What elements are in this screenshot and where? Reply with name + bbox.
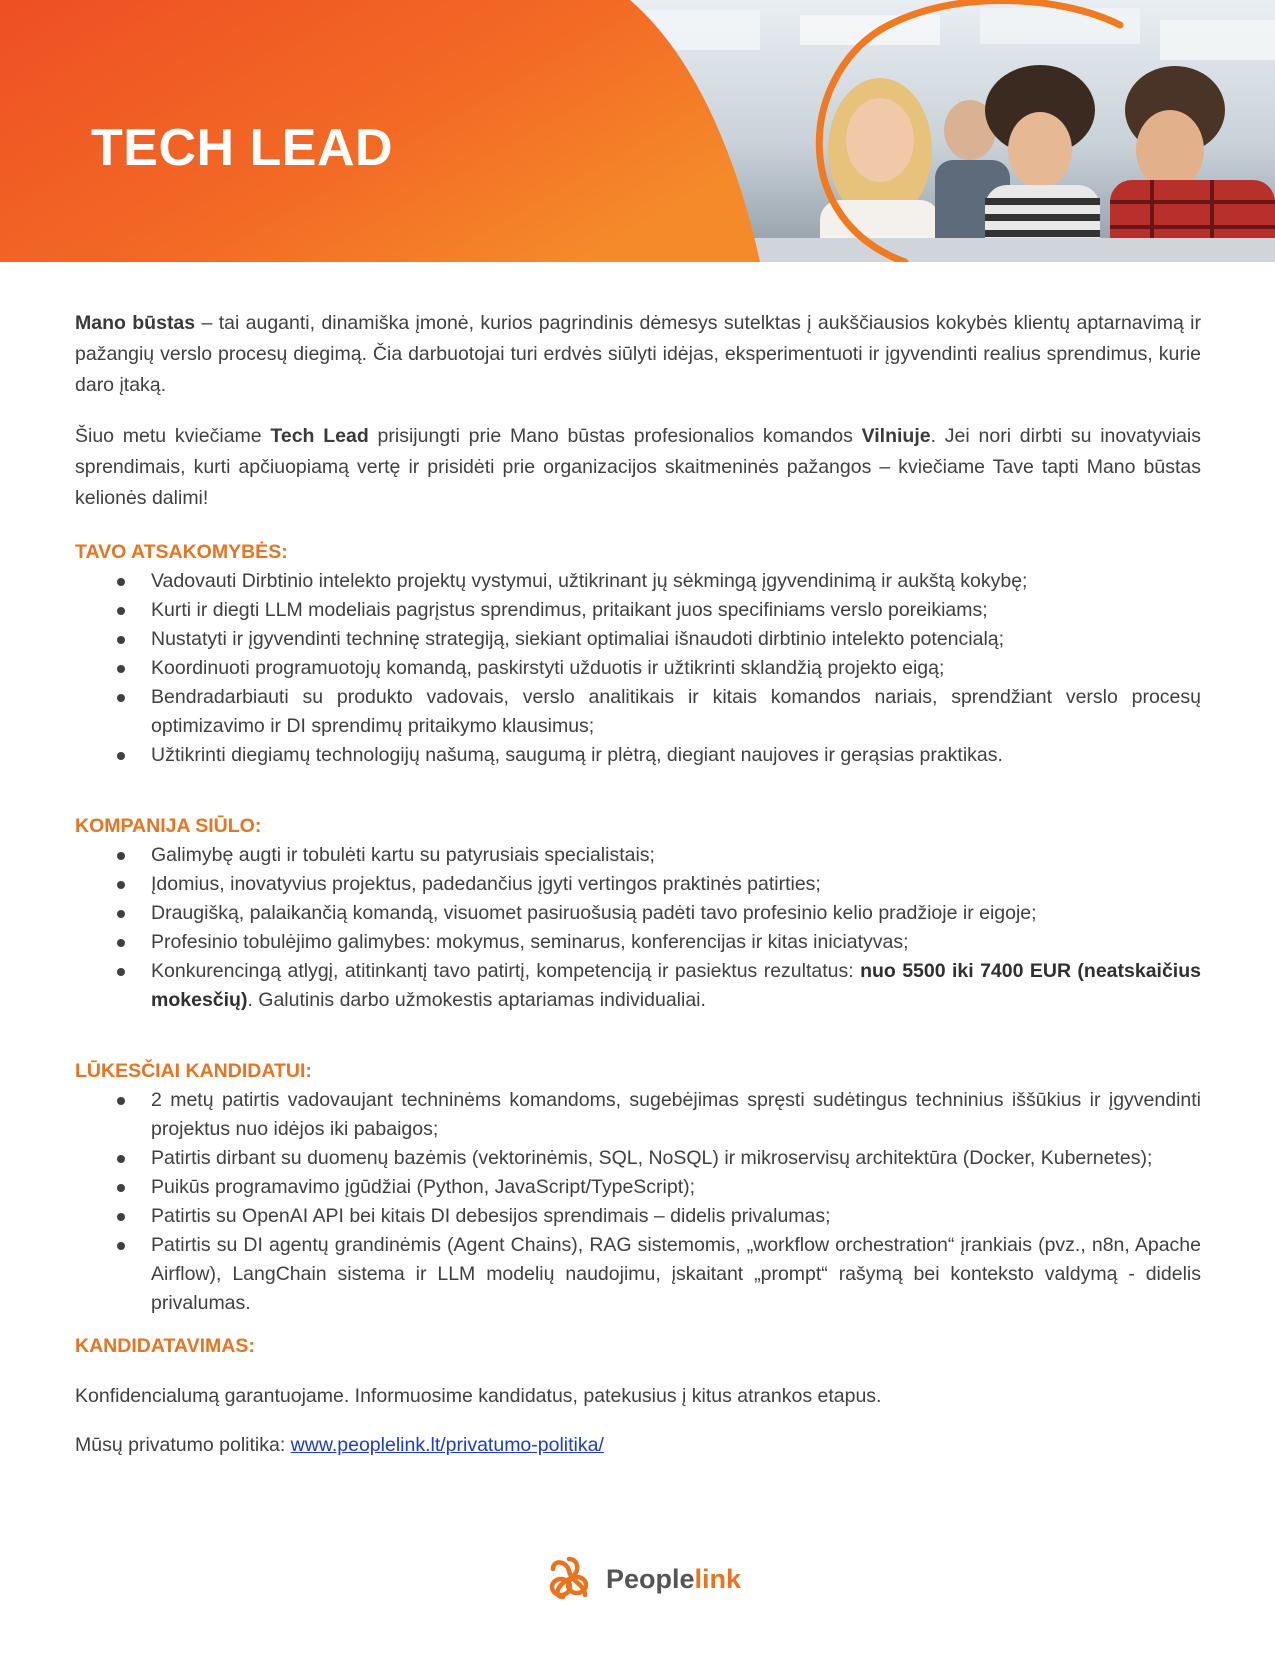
offer-heading: KOMPANIJA SIŪLO: <box>75 815 262 837</box>
list-item-text: Patirtis su OpenAI API bei kitais DI debesijos sprendimais – didelis privalumas; <box>151 1205 831 1227</box>
bullet-icon <box>117 665 125 673</box>
list-item <box>75 683 1201 741</box>
privacy-policy-link[interactable]: www.peoplelink.lt/privatumo-politika/ <box>290 1434 604 1456</box>
list-item <box>75 567 1201 596</box>
expectations-list <box>75 1086 1201 1318</box>
expectations-heading: LŪKESČIAI KANDIDATUI: <box>75 1060 312 1082</box>
intro-text-1: – tai auganti, dinamiška įmonė, kurios pagrindinis dėmesys sutelktas į aukščiausios kokybės klientų aptarnavimą ir pažangių verslo procesų diegimą. Čia darbuotojai turi erdvės siūlyti idėjas, eksperimentuoti ir įgyvendinti realius sprendimus, kurie daro įtaką. <box>75 312 1201 396</box>
list-item <box>75 899 1201 928</box>
bullet-icon <box>117 1097 125 1105</box>
list-item-text: Užtikrinti diegiamų technologijų našumą, saugumą ir plėtrą, diegiant naujoves ir gerąsias praktikas. <box>151 744 1003 766</box>
offer-list <box>75 841 1201 1015</box>
page-title: TECH LEAD <box>91 119 394 177</box>
company-name: Mano būstas <box>75 312 196 334</box>
list-item-text: Koordinuoti programuotojų komandą, paskirstyti užduotis ir užtikrinti sklandžią projekto eigą; <box>151 657 945 679</box>
salary-note: . Galutinis darbo užmokestis aptariamas individualiai. <box>247 989 706 1011</box>
list-item-text: Puikūs programavimo įgūdžiai (Python, JavaScript/TypeScript); <box>151 1176 696 1198</box>
salary-text: Konkurencingą atlygį, atitinkantį tavo patirtį, kompetenciją ir pasiektus rezultatus: <box>151 960 861 982</box>
bullet-icon <box>117 1184 125 1192</box>
peoplelink-logo-icon <box>545 1555 593 1601</box>
list-item-text: Patirtis su DI agentų grandinėmis (Agent Chains), RAG sistemomis, „workflow orchestration“ įrankiais (pvz., n8n, Apache Airflow), LangChain sistema ir LLM modelių naudojimu, įskaitant „prompt“ rašymą bei konteksto valdymą - didelis privalumas. <box>151 1234 1201 1314</box>
intro-text-2c: . Jei nori dirbti su inovatyviais sprendimais, kurti apčiuopiamą vertę ir prisidėti prie organizacijos skaitmeninės pažangos – kviečiame Tave tapti Mano būstas kelionės dalimi! <box>75 425 1202 509</box>
salary-range: nuo 5500 iki 7400 EUR (neatskaičius mokesčių) <box>151 960 1201 1011</box>
list-item-text: Kurti ir diegti LLM modeliais pagrįstus sprendimus, pritaikant juos specifiniams verslo poreikiams; <box>151 599 988 621</box>
bullet-icon <box>117 636 125 644</box>
list-item <box>75 1173 1201 1202</box>
bullet-icon <box>117 852 125 860</box>
responsibilities-list <box>75 567 1201 770</box>
bullet-icon <box>117 910 125 918</box>
logo-wordmark <box>606 1564 741 1595</box>
list-item <box>75 1144 1201 1173</box>
list-item-text: Draugišką, palaikančią komandą, visuomet pasiruošusią padėti tavo profesinio kelio pradžioje ir eigoje; <box>151 902 1037 924</box>
bullet-icon <box>117 1155 125 1163</box>
confidentiality-text: Konfidencialumą garantuojame. Informuosime kandidatus, patekusius į kitus atrankos etapus. <box>75 1385 882 1407</box>
logo-text-main: People <box>606 1564 695 1594</box>
bullet-icon <box>117 694 125 702</box>
intro-text-2b: prisijungti prie Mano būstas profesionalios komandos <box>368 425 862 447</box>
list-item-text: Įdomius, inovatyvius projektus, padedančius įgyti vertingos praktinės patirties; <box>151 873 821 895</box>
list-item-text: Nustatyti ir įgyvendinti techninę strategiją, siekiant optimaliai išnaudoti dirbtinio intelekto potencialą; <box>151 628 1005 650</box>
bullet-icon <box>117 752 125 760</box>
privacy-line <box>75 1430 1201 1461</box>
privacy-label: Mūsų privatumo politika: <box>75 1434 291 1456</box>
responsibilities-heading: TAVO ATSAKOMYBĖS: <box>75 541 288 563</box>
list-item <box>75 1202 1201 1231</box>
list-item-text: Profesinio tobulėjimo galimybes: mokymus, seminarus, konferencijas ir kitas iniciatyvas; <box>151 931 909 953</box>
header-banner <box>0 0 1275 262</box>
list-item <box>75 1231 1201 1318</box>
bullet-icon <box>117 578 125 586</box>
list-item <box>75 841 1201 870</box>
bullet-icon <box>117 881 125 889</box>
bullet-icon <box>117 968 125 976</box>
salary-item <box>75 957 1201 1015</box>
logo-text-accent: link <box>694 1564 742 1594</box>
list-item <box>75 1086 1201 1144</box>
job-description <box>75 308 1201 1461</box>
candidacy-heading: KANDIDATAVIMAS: <box>75 1335 255 1357</box>
city-name: Vilniuje <box>861 425 931 447</box>
list-item-text: Galimybę augti ir tobulėti kartu su patyrusiais specialistais; <box>151 844 655 866</box>
bullet-icon <box>117 1242 125 1250</box>
bullet-icon <box>117 939 125 947</box>
list-item-text: Bendradarbiauti su produkto vadovais, verslo analitikais ir kitais komandos nariais, sprendžiant verslo procesų optimizavimo ir DI sprendimų pritaikymo klausimus; <box>151 686 1201 737</box>
list-item-text: Patirtis dirbant su duomenų bazėmis (vektorinėmis, SQL, NoSQL) ir mikroservisų architektūra (Docker, Kubernetes); <box>151 1147 1153 1169</box>
list-item-text: 2 metų patirtis vadovaujant techninėms komandoms, sugebėjimas spręsti sudėtingus techninius iššūkius ir įgyvendinti projektus nuo idėjos iki pabaigos; <box>151 1089 1201 1140</box>
list-item-text: Vadovauti Dirbtinio intelekto projektų vystymui, užtikrinant jų sėkmingą įgyvendinimą ir aukštą kokybę; <box>151 570 1028 592</box>
list-item <box>75 928 1201 957</box>
intro-paragraph-1 <box>75 308 1201 401</box>
list-item <box>75 870 1201 899</box>
intro-text-2a: Šiuo metu kviečiame <box>75 425 271 447</box>
peoplelink-logo <box>545 1555 745 1603</box>
list-item <box>75 741 1201 770</box>
bullet-icon <box>117 607 125 615</box>
position-name: Tech Lead <box>270 425 369 447</box>
list-item <box>75 596 1201 625</box>
bullet-icon <box>117 1213 125 1221</box>
intro-paragraph-2 <box>75 421 1201 514</box>
list-item <box>75 654 1201 683</box>
list-item <box>75 625 1201 654</box>
